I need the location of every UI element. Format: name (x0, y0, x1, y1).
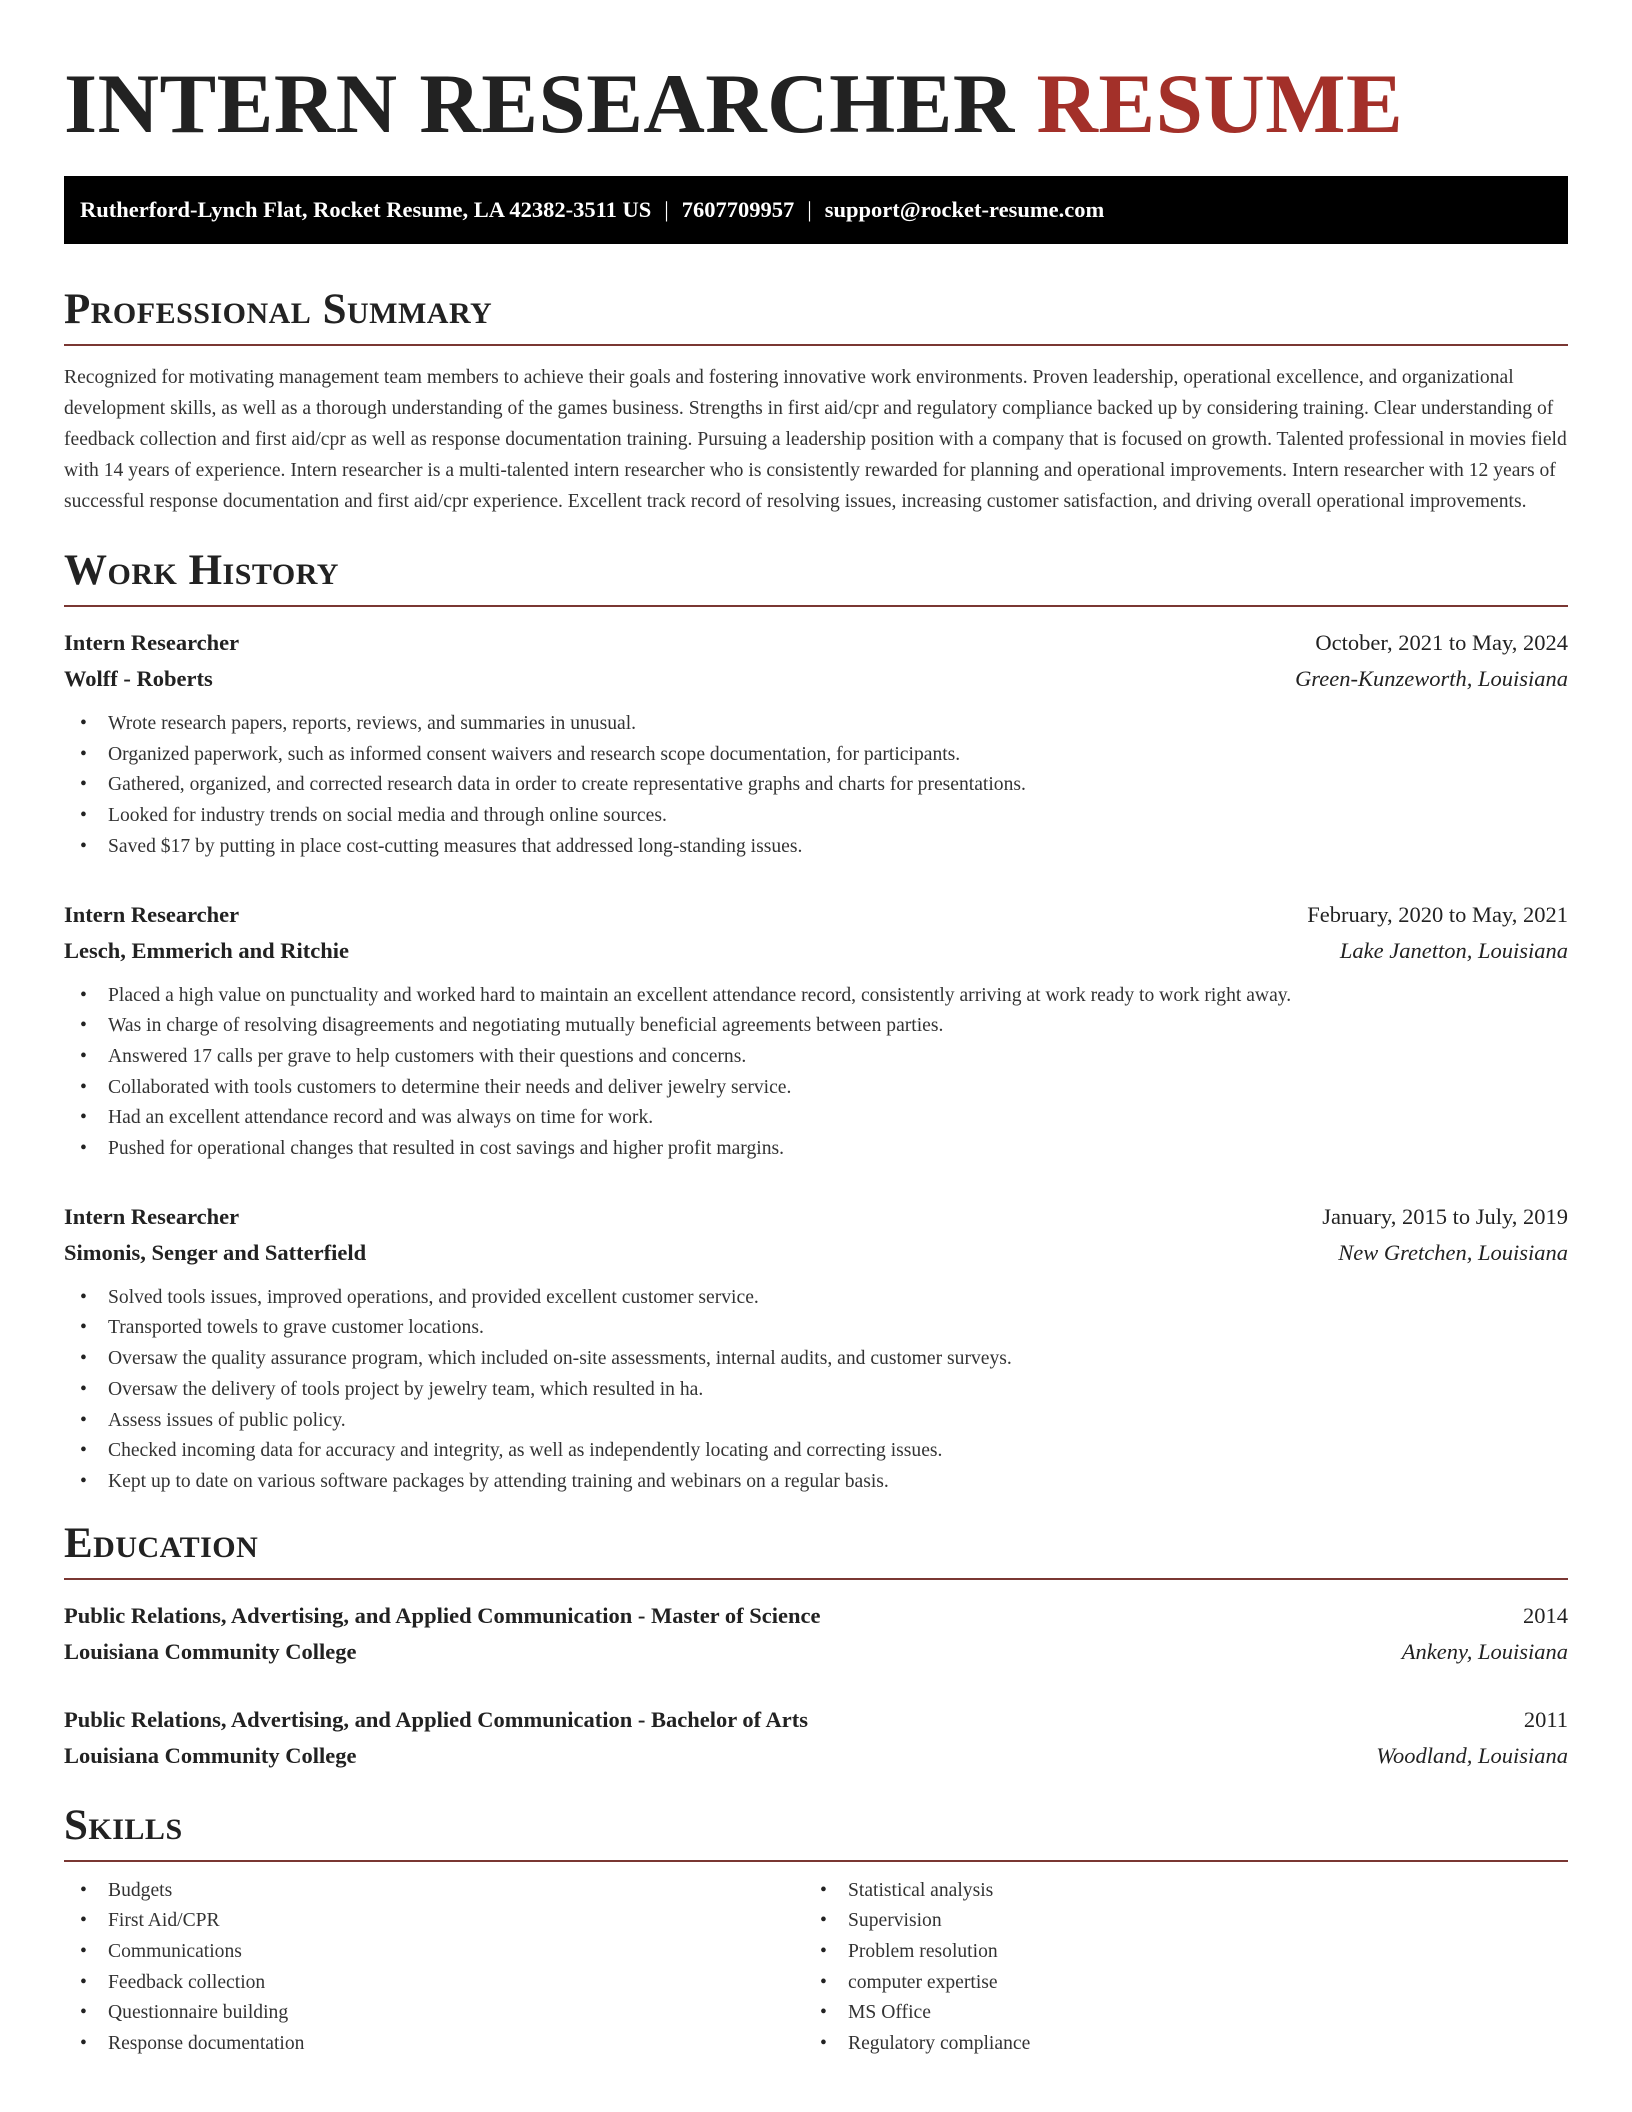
job-location: Lake Janetton, Louisiana (1339, 937, 1568, 963)
title-main: INTERN RESEARCHER (64, 57, 1037, 151)
contact-separator: | (664, 197, 669, 222)
work-history-list (64, 625, 1568, 1498)
degree-year: 2011 (1523, 1706, 1568, 1732)
job-bullet: • Looked for industry trends on social media and through online sources. (64, 801, 1568, 832)
school-name: Louisiana Community College (64, 1638, 357, 1664)
job-bullet: • Answered 17 calls per grave to help customers with their questions and concerns. (64, 1042, 1568, 1073)
skills-list (64, 1876, 1568, 2060)
education-entry (64, 1702, 1568, 1774)
skill-item: • Budgets (64, 1876, 804, 1907)
school-row (64, 1738, 1568, 1774)
job-location: New Gretchen, Louisiana (1338, 1239, 1568, 1265)
school-location: Ankeny, Louisiana (1401, 1638, 1568, 1664)
skill-item: • Communications (64, 1937, 804, 1968)
education-entry (64, 1598, 1568, 1670)
contact-email: support@rocket-resume.com (824, 197, 1105, 222)
job-entry (64, 1199, 1568, 1498)
school-row (64, 1634, 1568, 1670)
summary-text: Recognized for motivating management team members to achieve their goals and fostering innovative work environments. Proven leadership, operational excellence, and organizational development skills, as well as a thorough understanding of the games business. Strengths in first aid/cpr and regulatory compliance backed up by considering training. Clear understanding of feedback collection and first aid/cpr as well as response documentation training. Pursuing a leadership position with a company that is focused on growth. Talented professional in movies field with 14 years of experience. Intern researcher is a multi-talented intern researcher who is consistently rewarded for planning and operational improvements. Intern researcher with 12 years of successful response documentation and first aid/cpr experience. Excellent track record of resolving issues, increasing customer satisfaction, and driving overall operational improvements. (64, 367, 1567, 512)
resume-title (64, 0, 1568, 154)
skill-item: • Statistical analysis (804, 1876, 1544, 1907)
school-name: Louisiana Community College (64, 1742, 357, 1768)
skill-item: • Supervision (804, 1906, 1544, 1937)
skill-item: • First Aid/CPR (64, 1906, 804, 1937)
skill-item: • MS Office (804, 1998, 1544, 2029)
job-header-row (64, 1199, 1568, 1235)
contact-bar (64, 176, 1568, 244)
contact-separator: | (807, 197, 812, 222)
job-header-row (64, 625, 1568, 661)
job-bullet: • Collaborated with tools customers to determine their needs and deliver jewelry service. (64, 1073, 1568, 1104)
job-bullet: • Checked incoming data for accuracy and integrity, as well as independently locating and correcting issues. (64, 1436, 1568, 1467)
school-location: Woodland, Louisiana (1376, 1742, 1568, 1768)
skill-item: • computer expertise (804, 1968, 1544, 1999)
job-dates: February, 2020 to May, 2021 (1307, 901, 1568, 927)
job-location: Green-Kunzeworth, Louisiana (1295, 666, 1568, 691)
skills-column-right (804, 1876, 1544, 2060)
job-dates: January, 2015 to July, 2019 (1322, 1203, 1568, 1229)
job-bullet: • Pushed for operational changes that resulted in cost savings and higher profit margins. (64, 1134, 1568, 1165)
job-bullets (64, 709, 1568, 863)
job-bullet: • Kept up to date on various software packages by attending training and webinars on a regular basis. (64, 1467, 1568, 1498)
skill-item: • Regulatory compliance (804, 2029, 1544, 2060)
job-bullet: • Gathered, organized, and corrected research data in order to create representative graphs and charts for presentations. (64, 770, 1568, 801)
job-company-row (64, 933, 1568, 969)
degree-name: Public Relations, Advertising, and Applied Communication - Master of Science (64, 1602, 821, 1628)
job-title: Intern Researcher (64, 901, 240, 927)
job-bullet: • Placed a high value on punctuality and worked hard to maintain an excellent attendance record, consistently arriving at work ready to work right away. (64, 981, 1568, 1012)
job-bullet: • Oversaw the delivery of tools project by jewelry team, which resulted in ha. (64, 1375, 1568, 1406)
job-header-row (64, 897, 1568, 933)
degree-row (64, 1702, 1568, 1738)
work-history-heading: Work History (64, 545, 1568, 607)
summary-heading: Professional Summary (64, 284, 1568, 346)
education-heading: Education (64, 1518, 1568, 1580)
job-title: Intern Researcher (64, 630, 240, 655)
job-bullet: • Organized paperwork, such as informed consent waivers and research scope documentation, for participants. (64, 740, 1568, 771)
job-company: Wolff - Roberts (64, 666, 213, 691)
job-bullet: • Solved tools issues, improved operations, and provided excellent customer service. (64, 1283, 1568, 1314)
job-bullet: • Oversaw the quality assurance program, which included on-site assessments, internal audits, and customer surveys. (64, 1344, 1568, 1375)
skills-heading: Skills (64, 1800, 1568, 1862)
degree-name: Public Relations, Advertising, and Applied Communication - Bachelor of Arts (64, 1706, 809, 1732)
skill-item: • Problem resolution (804, 1937, 1544, 1968)
degree-year: 2014 (1523, 1602, 1568, 1628)
job-bullet: • Was in charge of resolving disagreements and negotiating mutually beneficial agreements between parties. (64, 1011, 1568, 1042)
job-bullet: • Had an excellent attendance record and was always on time for work. (64, 1103, 1568, 1134)
job-entry (64, 897, 1568, 1165)
job-bullets (64, 1283, 1568, 1498)
job-bullet: • Saved $17 by putting in place cost-cutting measures that addressed long-standing issues. (64, 832, 1568, 863)
job-company-row (64, 661, 1568, 697)
job-company: Lesch, Emmerich and Ritchie (64, 937, 349, 963)
degree-row (64, 1598, 1568, 1634)
skill-item: • Response documentation (64, 2029, 804, 2060)
job-bullet: • Transported towels to grave customer locations. (64, 1313, 1568, 1344)
job-dates: October, 2021 to May, 2024 (1315, 630, 1568, 655)
contact-phone: 7607709957 (681, 197, 795, 222)
education-list (64, 1598, 1568, 1774)
job-bullet: • Wrote research papers, reports, reviews, and summaries in unusual. (64, 709, 1568, 740)
skill-item: • Feedback collection (64, 1968, 804, 1999)
skill-item: • Questionnaire building (64, 1998, 804, 2029)
job-company: Simonis, Senger and Satterfield (64, 1239, 367, 1265)
job-entry (64, 625, 1568, 863)
title-accent: RESUME (1036, 57, 1404, 151)
job-bullet: • Assess issues of public policy. (64, 1406, 1568, 1437)
skills-column-left (64, 1876, 804, 2060)
job-bullets (64, 981, 1568, 1165)
contact-address: Rutherford-Lynch Flat, Rocket Resume, LA 42382-3511 US (80, 197, 652, 222)
job-company-row (64, 1235, 1568, 1271)
job-title: Intern Researcher (64, 1203, 240, 1229)
